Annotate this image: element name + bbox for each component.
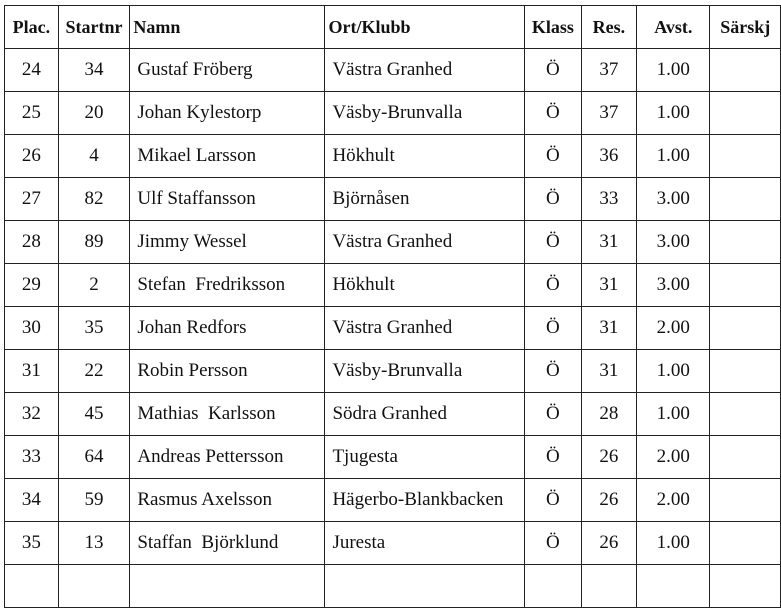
table-row-cutoff: [5, 565, 781, 608]
cell-empty: [524, 565, 581, 608]
cell-place: 24: [5, 49, 59, 92]
table-row: [5, 221, 781, 264]
cell-place: 34: [5, 479, 59, 522]
cell-startnr: 45: [58, 393, 130, 436]
cell-result: 28: [581, 393, 637, 436]
cell-result: 31: [581, 264, 637, 307]
cell-startnr: 59: [58, 479, 130, 522]
header-special: Särskj: [710, 6, 781, 49]
cell-empty: [130, 565, 325, 608]
cell-distance: 2.00: [637, 307, 710, 350]
cell-special: [710, 393, 781, 436]
cell-class: Ö: [524, 350, 581, 393]
cell-startnr: 82: [58, 178, 130, 221]
cell-distance: 1.00: [637, 49, 710, 92]
cell-special: [710, 264, 781, 307]
cell-club: Hägerbo-Blankbacken: [325, 479, 525, 522]
cell-special: [710, 49, 781, 92]
cell-startnr: 20: [58, 92, 130, 135]
cell-distance: 1.00: [637, 350, 710, 393]
table-row: [5, 436, 781, 479]
table-row: [5, 178, 781, 221]
cell-name: Rasmus Axelsson: [130, 479, 325, 522]
header-name: Namn: [130, 6, 325, 49]
table-row: [5, 350, 781, 393]
cell-club: Hökhult: [325, 264, 525, 307]
cell-result: 33: [581, 178, 637, 221]
cell-result: 37: [581, 92, 637, 135]
cell-name: Robin Persson: [130, 350, 325, 393]
cell-name: Ulf Staffansson: [130, 178, 325, 221]
table-row: [5, 307, 781, 350]
cell-class: Ö: [524, 221, 581, 264]
header-distance: Avst.: [637, 6, 710, 49]
cell-distance: 1.00: [637, 393, 710, 436]
cell-result: 31: [581, 221, 637, 264]
cell-class: Ö: [524, 178, 581, 221]
cell-special: [710, 479, 781, 522]
header-row: [5, 6, 781, 49]
cell-distance: 2.00: [637, 479, 710, 522]
cell-startnr: 13: [58, 522, 130, 565]
cell-result: 26: [581, 436, 637, 479]
cell-name: Stefan Fredriksson: [130, 264, 325, 307]
cell-class: Ö: [524, 479, 581, 522]
cell-name: Andreas Pettersson: [130, 436, 325, 479]
cell-place: 27: [5, 178, 59, 221]
cell-place: 29: [5, 264, 59, 307]
cell-club: Västra Granhed: [325, 49, 525, 92]
cell-name: Staffan Björklund: [130, 522, 325, 565]
cell-startnr: 22: [58, 350, 130, 393]
table-row: [5, 92, 781, 135]
table-row: [5, 135, 781, 178]
cell-empty: [325, 565, 525, 608]
cell-club: Tjugesta: [325, 436, 525, 479]
cell-place: 30: [5, 307, 59, 350]
cell-class: Ö: [524, 522, 581, 565]
table-row: [5, 479, 781, 522]
cell-place: 35: [5, 522, 59, 565]
table-row: [5, 522, 781, 565]
header-place: Plac.: [5, 6, 59, 49]
cell-special: [710, 135, 781, 178]
cell-club: Väsby-Brunvalla: [325, 350, 525, 393]
cell-distance: 3.00: [637, 264, 710, 307]
cell-empty: [637, 565, 710, 608]
cell-club: Hökhult: [325, 135, 525, 178]
cell-place: 26: [5, 135, 59, 178]
cell-class: Ö: [524, 92, 581, 135]
cell-class: Ö: [524, 307, 581, 350]
cell-result: 31: [581, 307, 637, 350]
cell-place: 33: [5, 436, 59, 479]
cell-place: 28: [5, 221, 59, 264]
cell-empty: [710, 565, 781, 608]
cell-name: Gustaf Fröberg: [130, 49, 325, 92]
header-club: Ort/Klubb: [325, 6, 525, 49]
cell-startnr: 64: [58, 436, 130, 479]
table-row: [5, 393, 781, 436]
cell-startnr: 4: [58, 135, 130, 178]
cell-special: [710, 221, 781, 264]
cell-special: [710, 522, 781, 565]
cell-distance: 1.00: [637, 522, 710, 565]
cell-special: [710, 350, 781, 393]
cell-club: Väsby-Brunvalla: [325, 92, 525, 135]
cell-club: Björnåsen: [325, 178, 525, 221]
cell-club: Västra Granhed: [325, 307, 525, 350]
cell-result: 26: [581, 479, 637, 522]
cell-class: Ö: [524, 49, 581, 92]
cell-special: [710, 307, 781, 350]
cell-name: Jimmy Wessel: [130, 221, 325, 264]
cell-place: 31: [5, 350, 59, 393]
cell-special: [710, 92, 781, 135]
table-row: [5, 49, 781, 92]
cell-empty: [5, 565, 59, 608]
cell-startnr: 89: [58, 221, 130, 264]
cell-place: 25: [5, 92, 59, 135]
cell-class: Ö: [524, 135, 581, 178]
cell-special: [710, 178, 781, 221]
cell-class: Ö: [524, 264, 581, 307]
cell-class: Ö: [524, 393, 581, 436]
cell-distance: 1.00: [637, 92, 710, 135]
cell-result: 31: [581, 350, 637, 393]
cell-distance: 3.00: [637, 221, 710, 264]
cell-startnr: 35: [58, 307, 130, 350]
cell-special: [710, 436, 781, 479]
cell-result: 37: [581, 49, 637, 92]
cell-startnr: 34: [58, 49, 130, 92]
results-table: [4, 5, 781, 608]
header-result: Res.: [581, 6, 637, 49]
cell-distance: 2.00: [637, 436, 710, 479]
cell-startnr: 2: [58, 264, 130, 307]
cell-name: Johan Redfors: [130, 307, 325, 350]
cell-distance: 1.00: [637, 135, 710, 178]
cell-club: Västra Granhed: [325, 221, 525, 264]
header-class: Klass: [524, 6, 581, 49]
cell-distance: 3.00: [637, 178, 710, 221]
cell-place: 32: [5, 393, 59, 436]
cell-club: Juresta: [325, 522, 525, 565]
cell-result: 36: [581, 135, 637, 178]
cell-club: Södra Granhed: [325, 393, 525, 436]
cell-empty: [581, 565, 637, 608]
cell-empty: [58, 565, 130, 608]
cell-name: Johan Kylestorp: [130, 92, 325, 135]
cell-class: Ö: [524, 436, 581, 479]
header-startnr: Startnr: [58, 6, 130, 49]
cell-name: Mikael Larsson: [130, 135, 325, 178]
cell-result: 26: [581, 522, 637, 565]
table-row: [5, 264, 781, 307]
cell-name: Mathias Karlsson: [130, 393, 325, 436]
